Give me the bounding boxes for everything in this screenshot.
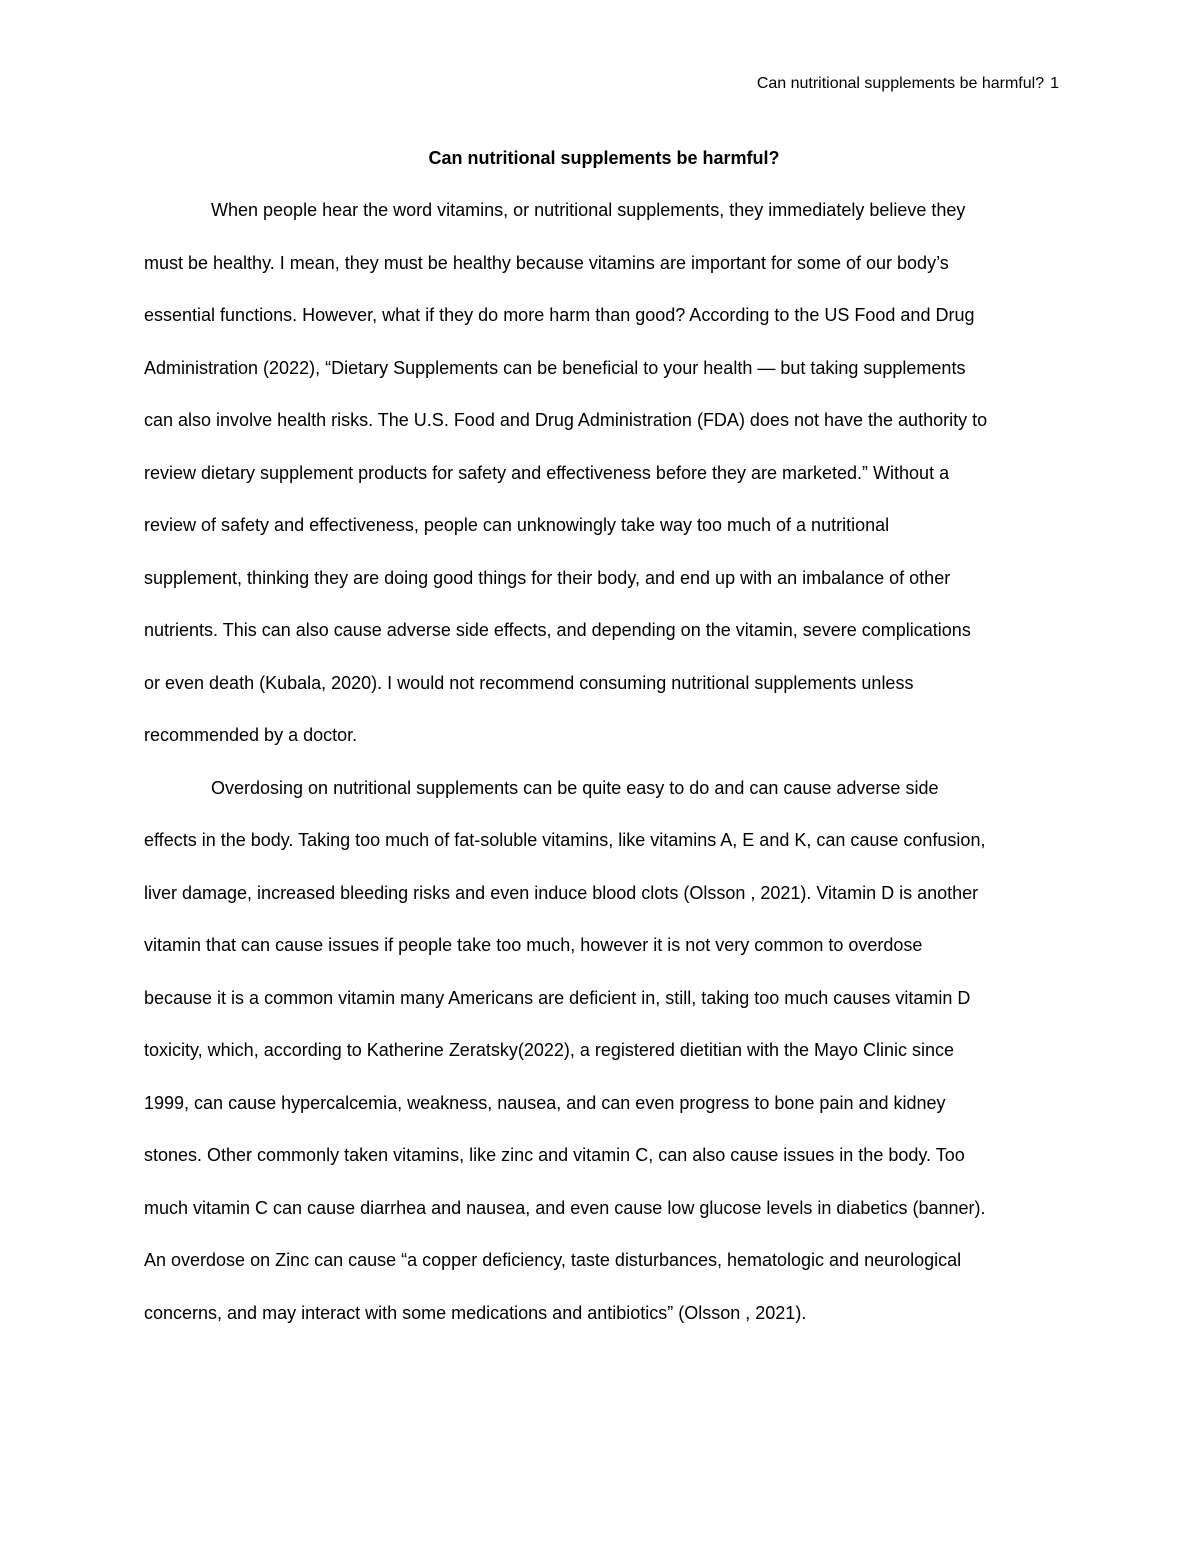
paragraph-line: concerns, and may interact with some medications and antibiotics” (Olsson , 2021). bbox=[144, 1302, 807, 1323]
paragraph-line: vitamin that can cause issues if people take too much, however it is not very common to overdose bbox=[144, 935, 923, 955]
paragraph-line: much vitamin C can cause diarrhea and nausea, and even cause low glucose levels in diabetics (banner). bbox=[144, 1197, 986, 1218]
paragraph-line: nutrients. This can also cause adverse side effects, and depending on the vitamin, severe complications bbox=[144, 620, 971, 640]
paragraph-line: must be healthy. I mean, they must be healthy because vitamins are important for some of our body’s bbox=[144, 252, 949, 273]
running-header-title: Can nutritional supplements be harmful? bbox=[756, 75, 1045, 92]
paragraph-line: recommended by a doctor. bbox=[144, 725, 358, 745]
paragraph-line: stones. Other commonly taken vitamins, like zinc and vitamin C, can also cause issues in the body. Too bbox=[144, 1145, 965, 1165]
paragraph-line: liver damage, increased bleeding risks and even induce blood clots (Olsson , 2021). Vitamin D is another bbox=[144, 882, 979, 903]
paragraph-line: review dietary supplement products for safety and effectiveness before they are marketed.” Without a bbox=[144, 462, 950, 483]
paragraph-line: essential functions. However, what if they do more harm than good? According to the US Food and Drug bbox=[144, 305, 975, 325]
paragraph-line: Overdosing on nutritional supplements can be quite easy to do and can cause adverse side bbox=[211, 777, 939, 798]
document-title: Can nutritional supplements be harmful? bbox=[428, 148, 780, 168]
paragraph-line: or even death (Kubala, 2020). I would not recommend consuming nutritional supplements unless bbox=[144, 672, 914, 693]
paragraph-line: 1999, can cause hypercalcemia, weakness, nausea, and can even progress to bone pain and kidney bbox=[144, 1092, 946, 1113]
paragraph-line: toxicity, which, according to Katherine Zeratsky(2022), a registered dietitian with the Mayo Clinic since bbox=[144, 1040, 955, 1060]
paragraph-line: supplement, thinking they are doing good things for their body, and end up with an imbalance of other bbox=[144, 567, 951, 588]
paragraph-line: When people hear the word vitamins, or nutritional supplements, they immediately believe they bbox=[211, 200, 966, 220]
paragraph-line: An overdose on Zinc can cause “a copper deficiency, taste disturbances, hematologic and neurological bbox=[144, 1250, 962, 1270]
document-body bbox=[144, 140, 1064, 1339]
page-number: 1 bbox=[1050, 75, 1059, 92]
paragraph-line: review of safety and effectiveness, people can unknowingly take way too much of a nutritional bbox=[144, 515, 890, 535]
running-header bbox=[757, 74, 1059, 94]
paragraph-line: because it is a common vitamin many Americans are deficient in, still, taking too much causes vitamin D bbox=[144, 987, 971, 1008]
paragraph-2 bbox=[144, 762, 1064, 1340]
paragraph-1 bbox=[144, 184, 1064, 762]
paragraph-line: Administration (2022), “Dietary Supplements can be beneficial to your health — but taking supplements bbox=[144, 357, 966, 378]
paragraph-line: effects in the body. Taking too much of fat-soluble vitamins, like vitamins A, E and K, can cause confusion, bbox=[144, 830, 986, 850]
paragraph-line: can also involve health risks. The U.S. Food and Drug Administration (FDA) does not have the authority to bbox=[144, 410, 988, 430]
